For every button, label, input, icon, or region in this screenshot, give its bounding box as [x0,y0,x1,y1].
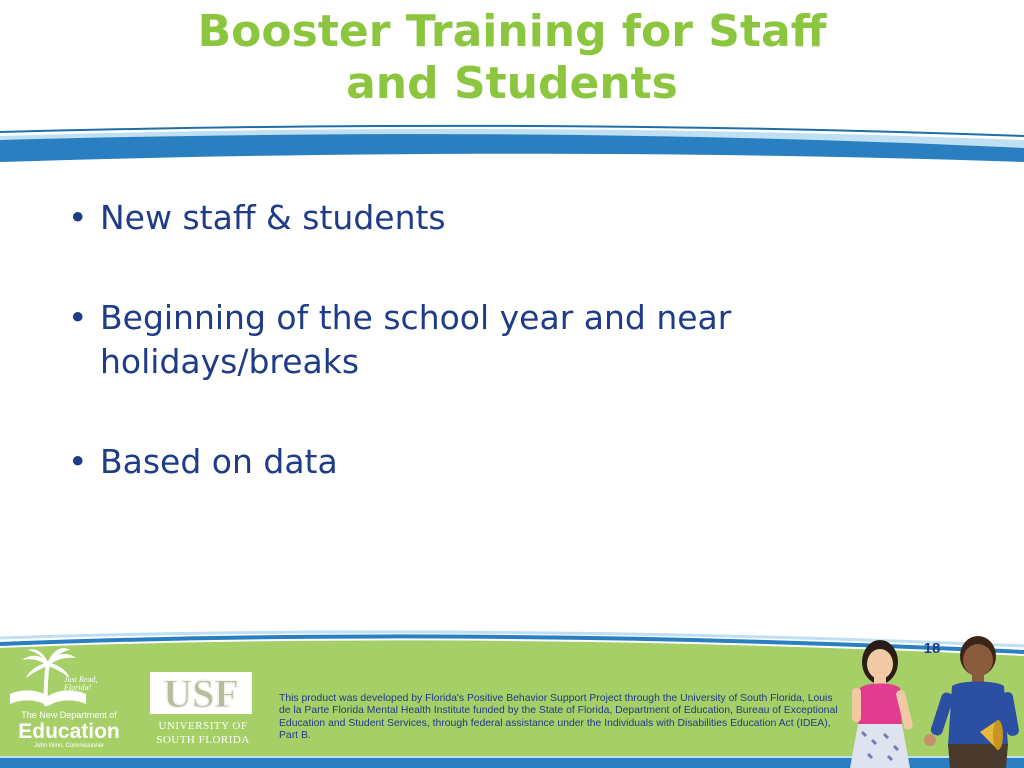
slide-title-line-1: Booster Training for Staff [197,6,827,57]
slide-title [0,6,1024,110]
usf-logo [148,670,258,756]
bullet-list [64,196,944,540]
usf-logo-subtitle-1: UNIVERSITY OF [158,720,248,732]
doe-tagline: Just Read, Florida! [64,675,98,692]
children-photo [840,636,1024,768]
usf-logo-letters: USF [150,674,252,714]
department-of-education-logo [6,648,132,752]
bullet-text: Beginning of the school year and near holidays/breaks [100,298,732,381]
bullet-text: New staff & students [100,198,446,237]
bullet-dot-icon: • [68,298,88,337]
doe-logo-line-1: The New Department of [21,710,117,720]
page-number: 18 [923,640,941,657]
bullet-text: Based on data [100,442,338,481]
doe-logo-line-3: John Winn, Commissioner [33,743,105,749]
bullet-dot-icon: • [68,198,88,237]
slide-title-line-2: and Students [346,58,678,109]
funding-disclaimer: This product was developed by Florida's Positive Behavior Support Project through the University of South Florida, Louis de la Parte Florida Mental Health Institute funded by the State of Florida, Department of Education, Bureau of Exceptional Education and Student Services, through federal assistance under the Individuals with Disabilities Education Act (IDEA), Part B. [279,693,838,742]
bullet-dot-icon: • [68,442,88,481]
bullet-item [64,296,944,384]
bullet-item [64,440,944,484]
bullet-item [64,196,944,240]
doe-logo-line-2: Education [18,720,120,743]
header-swoosh-decoration [0,118,1024,168]
usf-logo-subtitle-2: SOUTH FLORIDA [156,734,250,746]
